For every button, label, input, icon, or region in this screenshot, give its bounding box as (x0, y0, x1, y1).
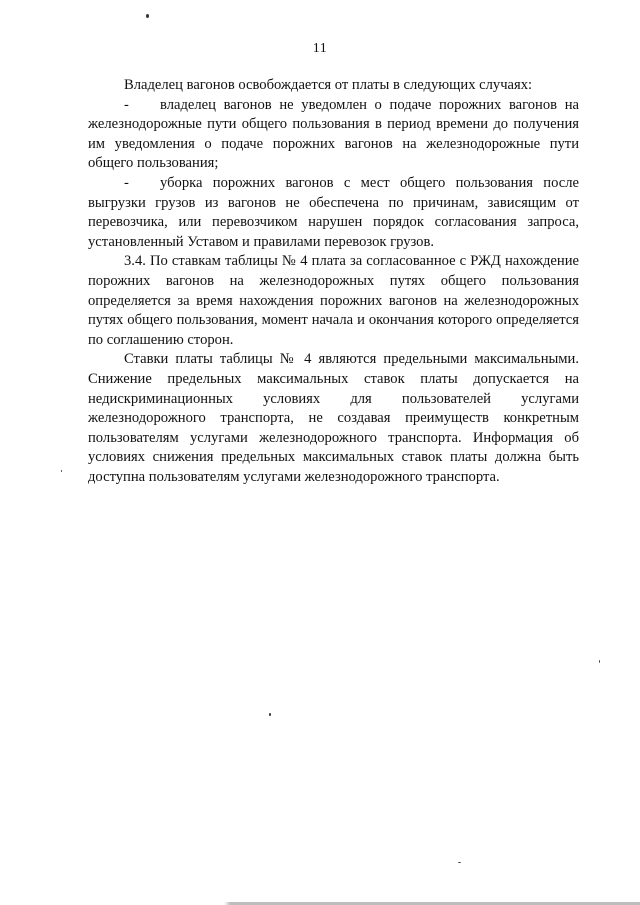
bullet-item (88, 96, 579, 174)
paragraph-text: Владелец вагонов освобождается от платы в следующих случаях: (124, 77, 533, 93)
bullet-text: уборка порожних вагонов с мест общего пользования после выгрузки грузов из вагонов не обеспечена по причинам, зависящим от перевозчика, или перевозчиком нарушен порядок согласования запроса, установленный Уставом и правилами перевозок грузов. (88, 174, 579, 250)
bullet-text: владелец вагонов не уведомлен о подаче порожних вагонов на железнодорожные пути общего пользования в период времени до получения им уведомления о подаче порожних вагонов на железнодорожные пути общего пользования; (88, 96, 579, 172)
bullet-marker: - (124, 96, 129, 113)
scan-speck (269, 713, 271, 716)
paragraph-rates (88, 350, 579, 487)
document-body (88, 76, 579, 487)
paragraph-section-3-4 (88, 252, 579, 350)
paragraph-text: Ставки платы таблицы № 4 являются предельными максимальными. Снижение предельных максимальных ставок платы допускается на недискриминационных условиях для пользователей услугами железнодорожного транспорта, не создавая преимуществ конкретным пользователям услугами железнодорожного транспорта. Информация об условиях снижения предельных максимальных ставок платы должна быть доступна пользователям услугами железнодорожного транспорта. (88, 351, 579, 485)
paragraph-text: 3.4. По ставкам таблицы № 4 плата за согласованное с РЖД нахождение порожних вагонов на железнодорожных путях общего пользования определяется за время нахождения порожних вагонов на железнодорожных путях общего пользования, момент начала и окончания которого определяется по соглашению сторон. (88, 253, 579, 348)
bullet-item (88, 174, 579, 252)
scan-speck (61, 470, 62, 472)
scan-speck (599, 660, 600, 663)
bullet-marker: - (124, 174, 129, 191)
scan-speck (146, 14, 149, 18)
scan-speck (458, 862, 461, 863)
page-number: 11 (312, 41, 328, 56)
paragraph-intro (88, 76, 579, 96)
